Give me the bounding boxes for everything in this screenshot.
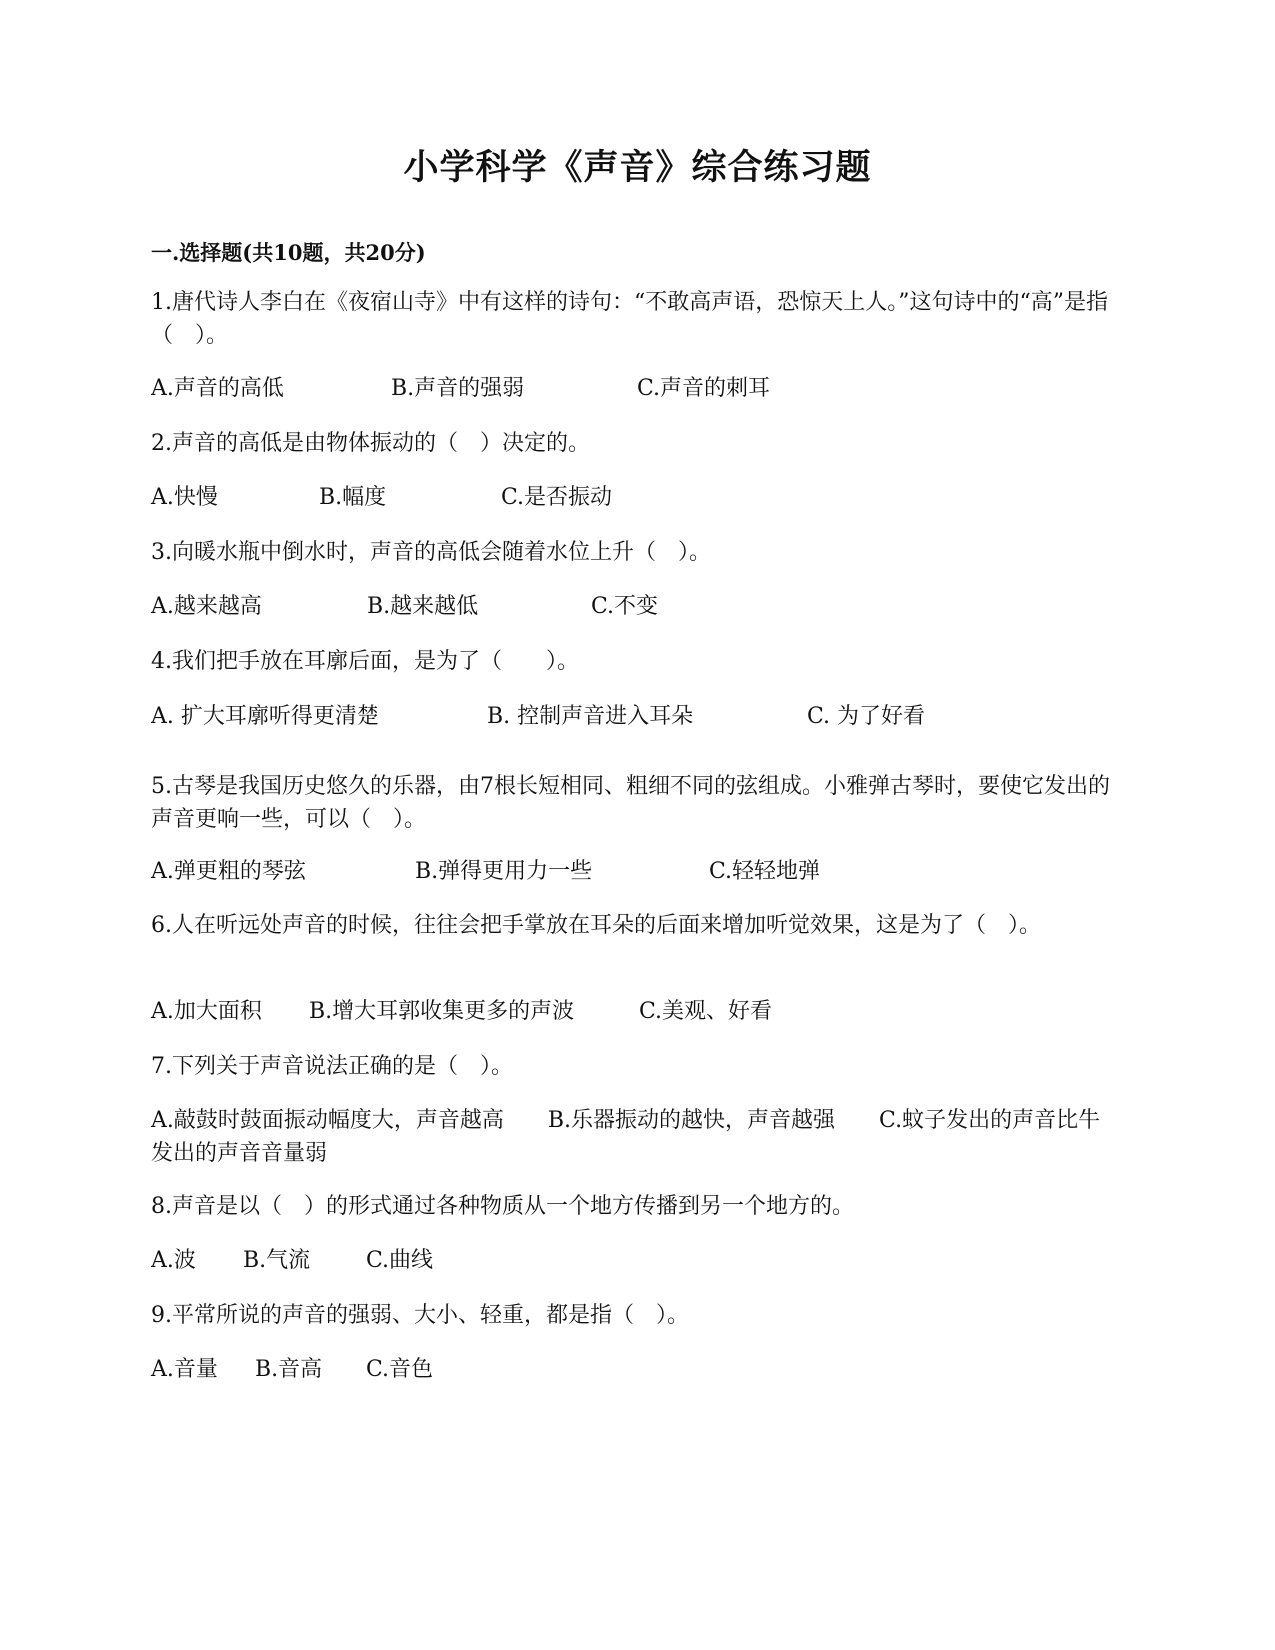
question-stem: 8.声音是以（ ）的形式通过各种物质从一个地方传播到另一个地方的。 bbox=[151, 1194, 854, 1219]
option-c: C.不变 bbox=[591, 594, 659, 619]
option-c: C.是否振动 bbox=[501, 485, 613, 510]
option-c: C.声音的刺耳 bbox=[637, 376, 771, 401]
question-stem: 4.我们把手放在耳廓后面，是为了（ ）。 bbox=[151, 649, 579, 674]
option-a: A.音量 bbox=[151, 1357, 218, 1382]
option-b: B.弹得更用力一些 bbox=[415, 859, 593, 884]
option-a: A.快慢 bbox=[151, 485, 218, 510]
question-stem: 3.向暖水瓶中倒水时，声音的高低会随着水位上升（ ）。 bbox=[151, 540, 711, 565]
option-c: C.曲线 bbox=[366, 1248, 434, 1273]
question-stem: 2.声音的高低是由物体振动的（ ）决定的。 bbox=[151, 431, 590, 456]
option-b: B.越来越低 bbox=[367, 594, 479, 619]
option-b: B.增大耳郭收集更多的声波 bbox=[309, 999, 575, 1024]
option-a: A.越来越高 bbox=[151, 594, 262, 619]
option-b: B.音高 bbox=[255, 1357, 323, 1382]
question-stem: 1.唐代诗人李白在《夜宿山寺》中有这样的诗句：“不敢高声语，恐惊天上人。”这句诗中的“高”是指（ ）。 bbox=[151, 290, 1108, 348]
question-stem: 6.人在听远处声音的时候，往往会把手掌放在耳朵的后面来增加听觉效果，这是为了（ ）。 bbox=[151, 913, 1041, 938]
option-c: C. 为了好看 bbox=[807, 704, 926, 729]
question-options: A.敲鼓时鼓面振动幅度大，声音越高 B.乐器振动的越快，声音越强 C.蚊子发出的声音比牛发出的声音音量弱 bbox=[151, 1108, 1101, 1166]
section-heading: 一.选择题(共10题，共20分) bbox=[151, 240, 426, 265]
question-stem: 5.古琴是我国历史悠久的乐器，由7根长短相同、粗细不同的弦组成。小雅弹古琴时，要使它发出的声音更响一些，可以（ ）。 bbox=[151, 774, 1110, 832]
option-b: B.气流 bbox=[243, 1248, 311, 1273]
option-b: B. 控制声音进入耳朵 bbox=[487, 704, 694, 729]
option-a: A.加大面积 bbox=[151, 999, 262, 1024]
option-a: A.波 bbox=[151, 1248, 196, 1273]
question-stem: 7.下列关于声音说法正确的是（ ）。 bbox=[151, 1054, 513, 1079]
option-a: A. 扩大耳廓听得更清楚 bbox=[151, 704, 379, 729]
option-c: C.轻轻地弹 bbox=[709, 859, 821, 884]
option-a: A.声音的高低 bbox=[151, 376, 284, 401]
question-stem: 9.平常所说的声音的强弱、大小、轻重，都是指（ ）。 bbox=[151, 1303, 689, 1328]
option-c: C.美观、好看 bbox=[639, 999, 773, 1024]
option-b: B.声音的强弱 bbox=[391, 376, 525, 401]
option-b: B.幅度 bbox=[319, 485, 387, 510]
option-c: C.音色 bbox=[366, 1357, 434, 1382]
page-title: 小学科学《声音》综合练习题 bbox=[403, 147, 872, 188]
option-a: A.弹更粗的琴弦 bbox=[151, 859, 306, 884]
